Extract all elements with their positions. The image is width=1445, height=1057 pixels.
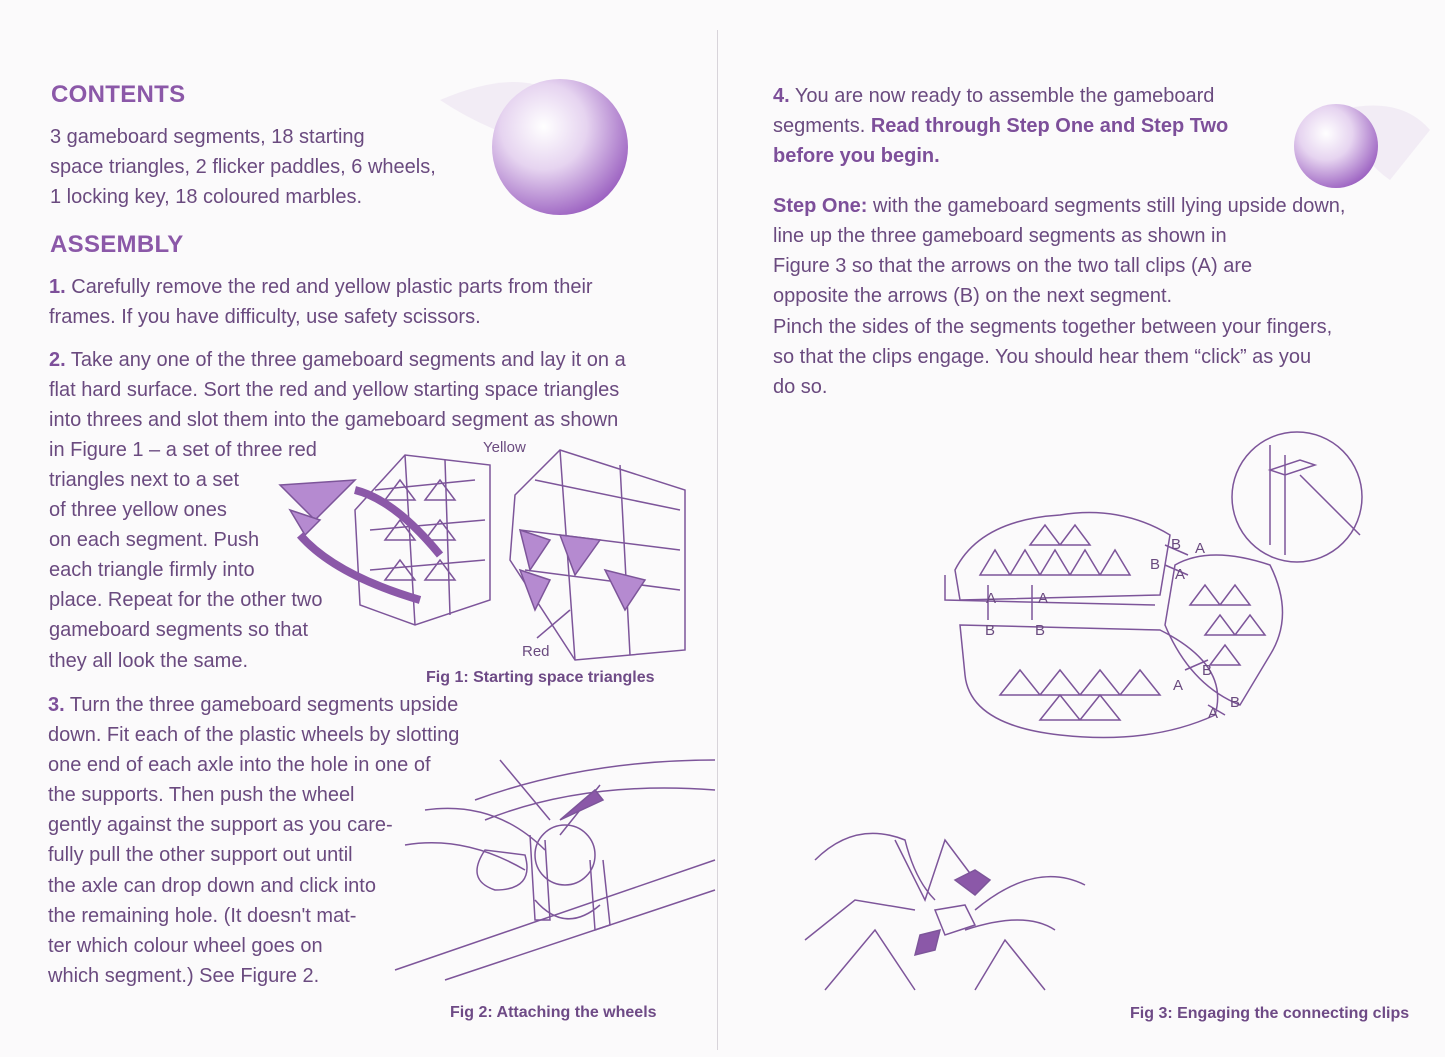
step3-line: gently against the support as you care- (48, 814, 393, 836)
step-number: 4. (773, 85, 790, 107)
step-text: Carefully remove the red and yellow plastic parts from their (65, 276, 593, 298)
step-number: 1. (49, 276, 66, 298)
figure3-label-b: B (1171, 536, 1182, 553)
figure3-label-b: B (1035, 622, 1046, 639)
step2-line: into threes and slot them into the gameboard segment as shown (49, 409, 619, 431)
step-one-line (773, 191, 1346, 221)
step-one-line: line up the three gameboard segments as shown in (773, 225, 1227, 247)
step-one-line: opposite the arrows (B) on the next segment. (773, 285, 1173, 307)
marble-illustration-right (1280, 90, 1440, 200)
step2-line: triangles next to a set (49, 469, 240, 491)
contents-heading: CONTENTS (51, 81, 186, 108)
step1-line (49, 272, 593, 302)
step-number: 2. (49, 349, 66, 371)
figure2-caption: Fig 2: Attaching the wheels (450, 1004, 657, 1021)
step2-line: gameboard segments so that (49, 619, 309, 641)
figure3-illustration (940, 425, 1370, 765)
step3-line (48, 690, 458, 720)
step2-line: they all look the same. (49, 650, 248, 672)
figure3-label-b: B (985, 622, 996, 639)
figure3-label-a: A (986, 590, 997, 607)
step3-line: the axle can drop down and click into (48, 875, 376, 897)
step2-line: flat hard surface. Sort the red and yellow starting space triangles (49, 379, 620, 401)
contents-line: space triangles, 2 flicker paddles, 6 wheels, (50, 156, 436, 178)
figure2-illustration (385, 740, 720, 1000)
step-text: You are now ready to assemble the gameboard (789, 85, 1215, 107)
figure3-caption: Fig 3: Engaging the connecting clips (1130, 1005, 1410, 1022)
figure1-label-yellow: Yellow (483, 439, 526, 456)
figure3-label-a: A (1195, 540, 1206, 557)
assembly-heading: ASSEMBLY (50, 231, 184, 258)
step2-line: place. Repeat for the other two (49, 589, 323, 611)
contents-line: 1 locking key, 18 coloured marbles. (50, 186, 363, 208)
step4-line (773, 111, 1228, 141)
step-one-line: so that the clips engage. You should hear them “click” as you (773, 346, 1312, 368)
step2-line: of three yellow ones (49, 499, 227, 521)
step-one-line: Figure 3 so that the arrows on the two tall clips (A) are (773, 255, 1253, 277)
contents-line: 3 gameboard segments, 18 starting (50, 126, 365, 148)
step3-line: the supports. Then push the wheel (48, 784, 355, 806)
step2-line (49, 345, 626, 375)
step3-line: which segment.) See Figure 2. (48, 965, 320, 987)
figure3-label-a: A (1038, 590, 1049, 607)
figure1-illustration (275, 440, 695, 665)
figure3-label-b: B (1230, 694, 1241, 711)
step-one-label: Step One: (773, 195, 868, 217)
step-one-line: Pinch the sides of the segments together between your fingers, (773, 316, 1333, 338)
figure1-label-red: Red (522, 643, 550, 660)
figure3-label-a: A (1208, 705, 1219, 722)
step2-line: on each segment. Push (49, 529, 260, 551)
step1-line: frames. If you have difficulty, use safety scissors. (49, 306, 481, 328)
figure3-label-a: A (1173, 677, 1184, 694)
step3-line: the remaining hole. (It doesn't mat- (48, 905, 357, 927)
marble-illustration-left (420, 30, 650, 230)
step3-line: one end of each axle into the hole in one of (48, 754, 431, 776)
step-text: with the gameboard segments still lying upside down, (867, 195, 1346, 217)
step4-line: before you begin. (773, 145, 940, 167)
step-emphasis: Read through Step One and Step Two (870, 115, 1229, 137)
step-text: segments. (773, 115, 871, 137)
step-number: 3. (48, 694, 65, 716)
step2-line: each triangle firmly into (49, 559, 255, 581)
figure3-label-b: B (1150, 556, 1161, 573)
figure3-hands-illustration (795, 820, 1095, 1000)
figure3-label-b: B (1202, 662, 1213, 679)
step-text: Take any one of the three gameboard segments and lay it on a (65, 349, 626, 371)
step2-line: in Figure 1 – a set of three red (49, 439, 317, 461)
step4-line (773, 81, 1214, 111)
step3-line: fully pull the other support out until (48, 844, 353, 866)
step3-line: down. Fit each of the plastic wheels by slotting (48, 724, 460, 746)
step3-line: ter which colour wheel goes on (48, 935, 323, 957)
figure3-label-a: A (1175, 566, 1186, 583)
figure1-caption: Fig 1: Starting space triangles (426, 669, 655, 686)
step-text: Turn the three gameboard segments upside (64, 694, 459, 716)
step-one-line: do so. (773, 376, 828, 398)
